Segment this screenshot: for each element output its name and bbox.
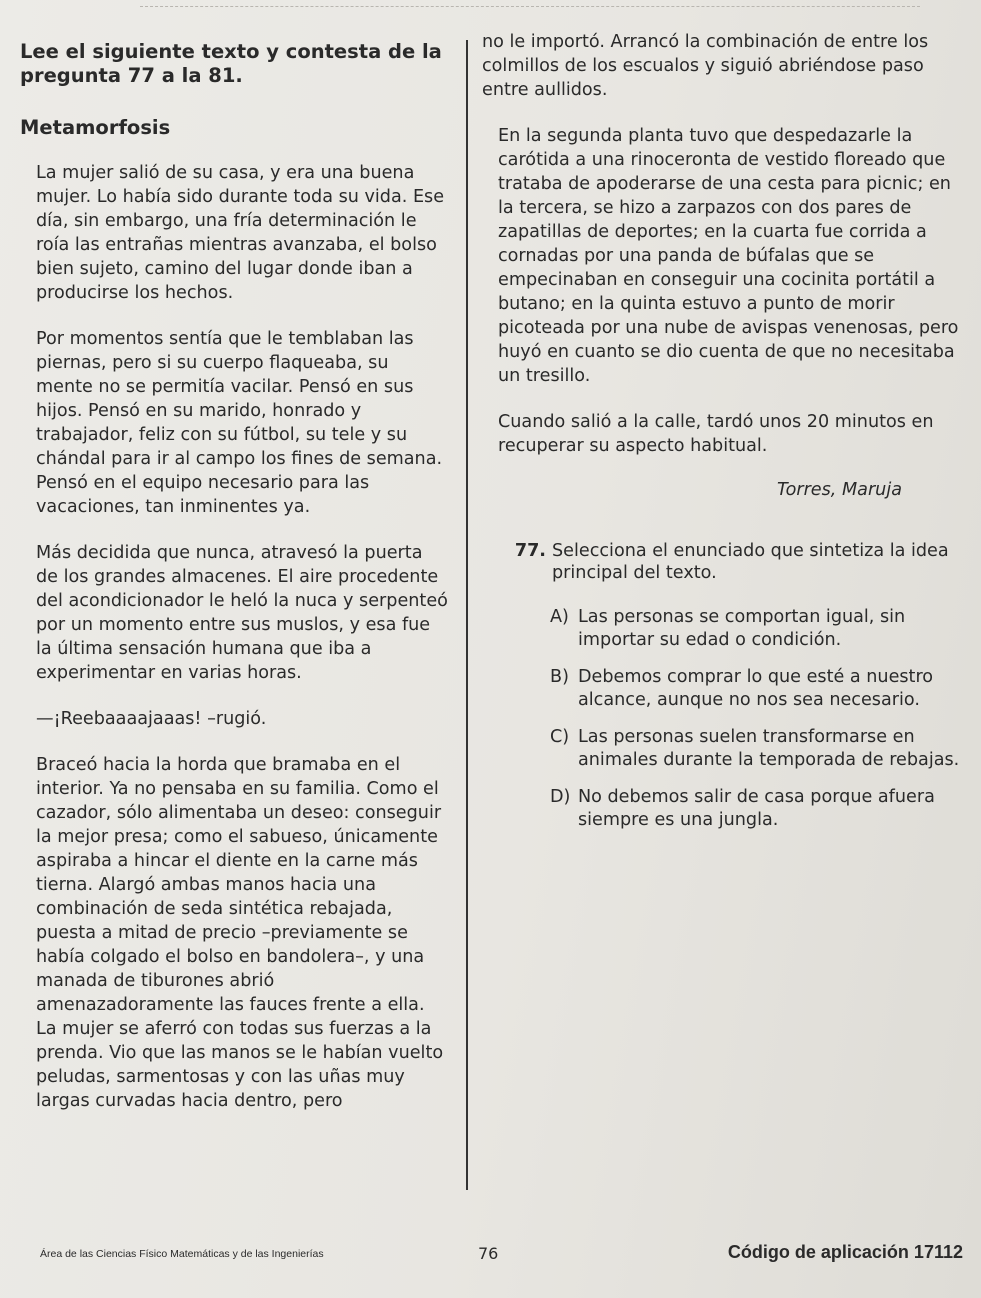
story-paragraph: La mujer salió de su casa, y era una buena mujer. Lo había sido durante toda su vida. Ese día, sin embargo, una fría determinación le roía las entrañas mientras avanzaba, el bolso bien sujeto, camino del lugar donde iban a producirse los hechos. — [36, 163, 445, 303]
instructions: Lee el siguiente texto y contesta de la pregunta 77 a la 81. — [20, 40, 442, 87]
application-code: Código de aplicación 17112 — [727, 1242, 963, 1262]
story-paragraph: no le importó. Arrancó la combinación de entre los colmillos de los escualos y siguió abriéndose paso entre aullidos. — [482, 32, 929, 100]
option-label: B) — [550, 667, 569, 687]
option-text: Las personas se comportan igual, sin importar su edad o condición. — [578, 607, 906, 650]
answer-option-c[interactable] — [482, 726, 962, 772]
answer-option-b[interactable] — [482, 666, 962, 712]
story-paragraph: Más decidida que nunca, atravesó la puerta de los grandes almacenes. El aire procedente del acondicionador le heló la nuca y serpenteó por un momento entre sus muslos, y esa fue la última sensación humana que iba a experimentar en varias horas. — [36, 543, 448, 683]
option-label: A) — [550, 607, 569, 627]
right-column — [482, 30, 962, 846]
option-label: D) — [550, 787, 571, 807]
column-divider — [466, 40, 468, 1190]
option-label: C) — [550, 727, 570, 747]
story-paragraph: —¡Reebaaaajaaas! –rugió. — [36, 709, 267, 729]
question-text: Selecciona el enunciado que sintetiza la idea principal del texto. — [552, 541, 949, 583]
story-paragraph: Braceó hacia la horda que bramaba en el interior. Ya no pensaba en su familia. Como el cazador, sólo alimentaba un deseo: conseguir la mejor presa; como el sabueso, únicamente aspiraba a hincar el diente en la carne más tierna. Alargó ambas manos hacia una combinación de seda sintética rebajada, puesta a mitad de precio –previamente se había colgado el bolso en bandolera–, y una manada de tiburones abrió amenazadoramente las fauces frente a ella. La mujer se aferró con todas sus fuerzas a la prenda. Vio que las manos se le habían vuelto peludas, sarmentosas y con las uñas muy largas curvadas hacia dentro, pero — [36, 755, 444, 1111]
question-77 — [482, 540, 962, 584]
left-column — [20, 40, 450, 1135]
option-text: No debemos salir de casa porque afuera siempre es una jungla. — [578, 787, 935, 830]
story-paragraph: Por momentos sentía que le temblaban las piernas, pero si su cuerpo flaqueaba, su mente no se permitía vacilar. Pensó en sus hijos. Pensó en su marido, honrado y trabajador, feliz con su fútbol, su tele y su chándal para ir al campo los fines de semana. Pensó en el equipo necesario para las vacaciones, tan inminentes ya. — [36, 329, 443, 517]
answer-option-d[interactable] — [482, 786, 962, 832]
option-text: Las personas suelen transformarse en animales durante la temporada de rebajas. — [578, 727, 960, 770]
story-paragraph: Cuando salió a la calle, tardó unos 20 minutos en recuperar su aspecto habitual. — [498, 412, 934, 456]
option-text: Debemos comprar lo que esté a nuestro alcance, aunque no nos sea necesario. — [578, 667, 934, 710]
question-number: 77. — [514, 541, 546, 561]
story-paragraph: En la segunda planta tuvo que despedazarle la carótida a una rinoceronta de vestido floreado que trataba de apoderarse de una cesta para picnic; en la tercera, se hizo a zarpazos con dos pares de zapatillas de deportes; en la cuarta fue corrida a cornadas por una panda de búfalas que se empecinaban en conseguir una cocinita portátil a butano; en la quinta estuvo a punto de morir picoteada por una nube de avispas venenosas, pero huyó en cuanto se dio cuenta de que no necesitaba un tresillo. — [498, 126, 959, 386]
page-number: 76 — [478, 1244, 499, 1263]
footer-area: Área de las Ciencias Físico Matemáticas y de las Ingenierías — [40, 1248, 324, 1260]
story-title: Metamorfosis — [20, 116, 171, 139]
top-rule — [140, 0, 920, 7]
page-footer — [0, 1242, 981, 1268]
answer-option-a[interactable] — [482, 606, 962, 652]
story-author: Torres, Maruja — [777, 480, 902, 500]
